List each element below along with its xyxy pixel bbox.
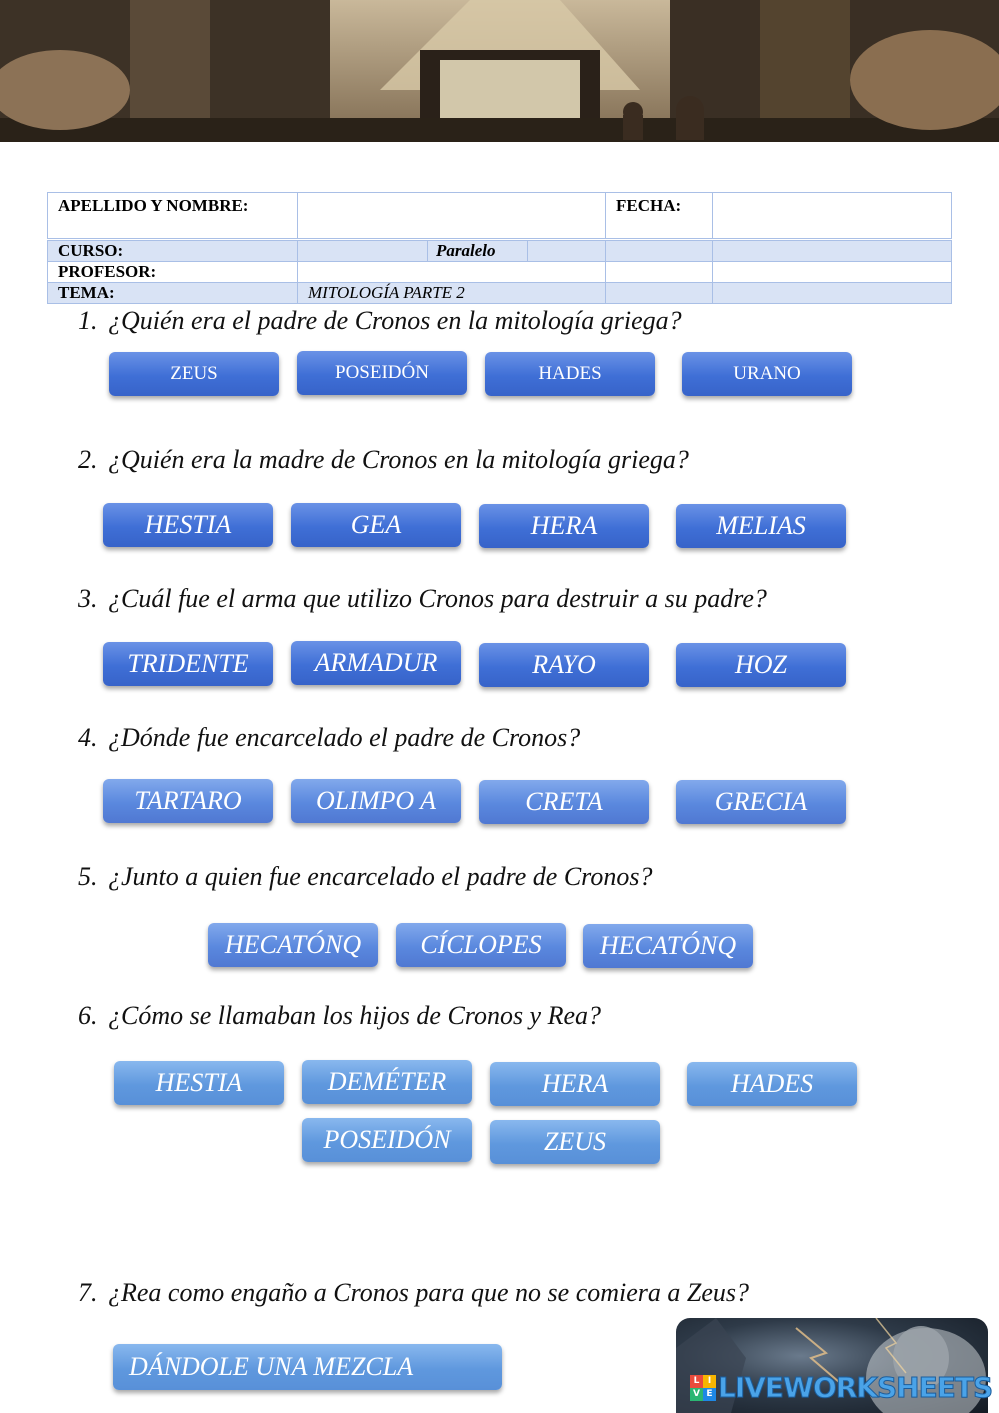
nombre-field[interactable] <box>298 193 606 240</box>
q3-option-rayo[interactable]: RAYO <box>479 643 649 687</box>
question-text: ¿Quién era la madre de Cronos en la mitología griega? <box>108 445 689 474</box>
nombre-label: APELLIDO Y NOMBRE: <box>48 193 298 240</box>
question-1 <box>78 306 682 336</box>
q2-option-hestia[interactable]: HESTIA <box>103 503 273 547</box>
q4-option-creta[interactable]: CRETA <box>479 780 649 824</box>
question-number: 4. <box>78 723 98 752</box>
question-number: 5. <box>78 862 98 891</box>
curso-label: CURSO: <box>48 240 298 262</box>
q6-option-hera[interactable]: HERA <box>490 1062 660 1106</box>
liveworksheets-brand-text: LIVEWORKSHEETS <box>718 1371 993 1404</box>
empty-cell <box>713 240 952 262</box>
question-text: ¿Dónde fue encarcelado el padre de Cronos? <box>108 723 581 752</box>
question-number: 7. <box>78 1278 98 1307</box>
fecha-label: FECHA: <box>606 193 713 240</box>
question-number: 1. <box>78 306 98 335</box>
question-2 <box>78 445 689 475</box>
q2-option-gea[interactable]: GEA <box>291 503 461 547</box>
question-5 <box>78 862 652 892</box>
q4-option-tartaro[interactable]: TARTARO <box>103 779 273 823</box>
paralelo-label: Paralelo <box>428 240 528 262</box>
q3-option-armadura[interactable]: ARMADUR <box>291 641 461 685</box>
tema-label: TEMA: <box>48 283 298 304</box>
q3-option-hoz[interactable]: HOZ <box>676 643 846 687</box>
empty-cell <box>606 283 713 304</box>
tema-value: MITOLOGÍA PARTE 2 <box>298 283 606 304</box>
empty-cell <box>713 283 952 304</box>
empty-cell <box>606 240 713 262</box>
empty-cell <box>713 262 952 283</box>
q6-option-hades[interactable]: HADES <box>687 1062 857 1106</box>
q1-option-poseidon[interactable]: POSEIDÓN <box>297 351 467 395</box>
question-text: ¿Quién era el padre de Cronos en la mitología griega? <box>108 306 682 335</box>
liveworksheets-logo-icon: L I V E <box>690 1375 716 1401</box>
profesor-label: PROFESOR: <box>48 262 298 283</box>
question-number: 6. <box>78 1001 98 1030</box>
student-info-table <box>47 192 952 304</box>
curso-field[interactable] <box>298 240 428 262</box>
q5-option-hecatonquiros-2[interactable]: HECATÓNQ <box>583 924 753 968</box>
q6-option-zeus[interactable]: ZEUS <box>490 1120 660 1164</box>
q2-option-melias[interactable]: MELIAS <box>676 504 846 548</box>
q6-option-hestia[interactable]: HESTIA <box>114 1061 284 1105</box>
question-text: ¿Junto a quien fue encarcelado el padre de Cronos? <box>108 862 653 891</box>
q6-option-poseidon[interactable]: POSEIDÓN <box>302 1118 472 1162</box>
question-3 <box>78 584 767 614</box>
question-text: ¿Rea como engaño a Cronos para que no se comiera a Zeus? <box>108 1278 750 1307</box>
empty-cell <box>606 262 713 283</box>
question-text: ¿Cómo se llamaban los hijos de Cronos y Rea? <box>108 1001 602 1030</box>
question-number: 2. <box>78 445 98 474</box>
liveworksheets-watermark <box>690 1371 992 1404</box>
q1-option-urano[interactable]: URANO <box>682 352 852 396</box>
q5-option-hecatonquiros[interactable]: HECATÓNQ <box>208 923 378 967</box>
profesor-field[interactable] <box>298 262 606 283</box>
q4-option-grecia[interactable]: GRECIA <box>676 780 846 824</box>
question-6 <box>78 1001 601 1031</box>
q1-option-hades[interactable]: HADES <box>485 352 655 396</box>
header-banner-image <box>0 0 999 142</box>
q5-option-ciclopes[interactable]: CÍCLOPES <box>396 923 566 967</box>
q3-option-tridente[interactable]: TRIDENTE <box>103 642 273 686</box>
question-number: 3. <box>78 584 98 613</box>
question-7 <box>78 1278 749 1308</box>
q1-option-zeus[interactable]: ZEUS <box>109 352 279 396</box>
q4-option-olimpo[interactable]: OLIMPO A <box>291 779 461 823</box>
paralelo-field[interactable] <box>528 240 606 262</box>
fecha-field[interactable] <box>713 193 952 240</box>
q6-option-demeter[interactable]: DEMÉTER <box>302 1060 472 1104</box>
question-text: ¿Cuál fue el arma que utilizo Cronos para destruir a su padre? <box>108 584 767 613</box>
question-4 <box>78 723 580 753</box>
q2-option-hera[interactable]: HERA <box>479 504 649 548</box>
q7-answer-option[interactable]: DÁNDOLE UNA MEZCLA <box>113 1344 502 1390</box>
